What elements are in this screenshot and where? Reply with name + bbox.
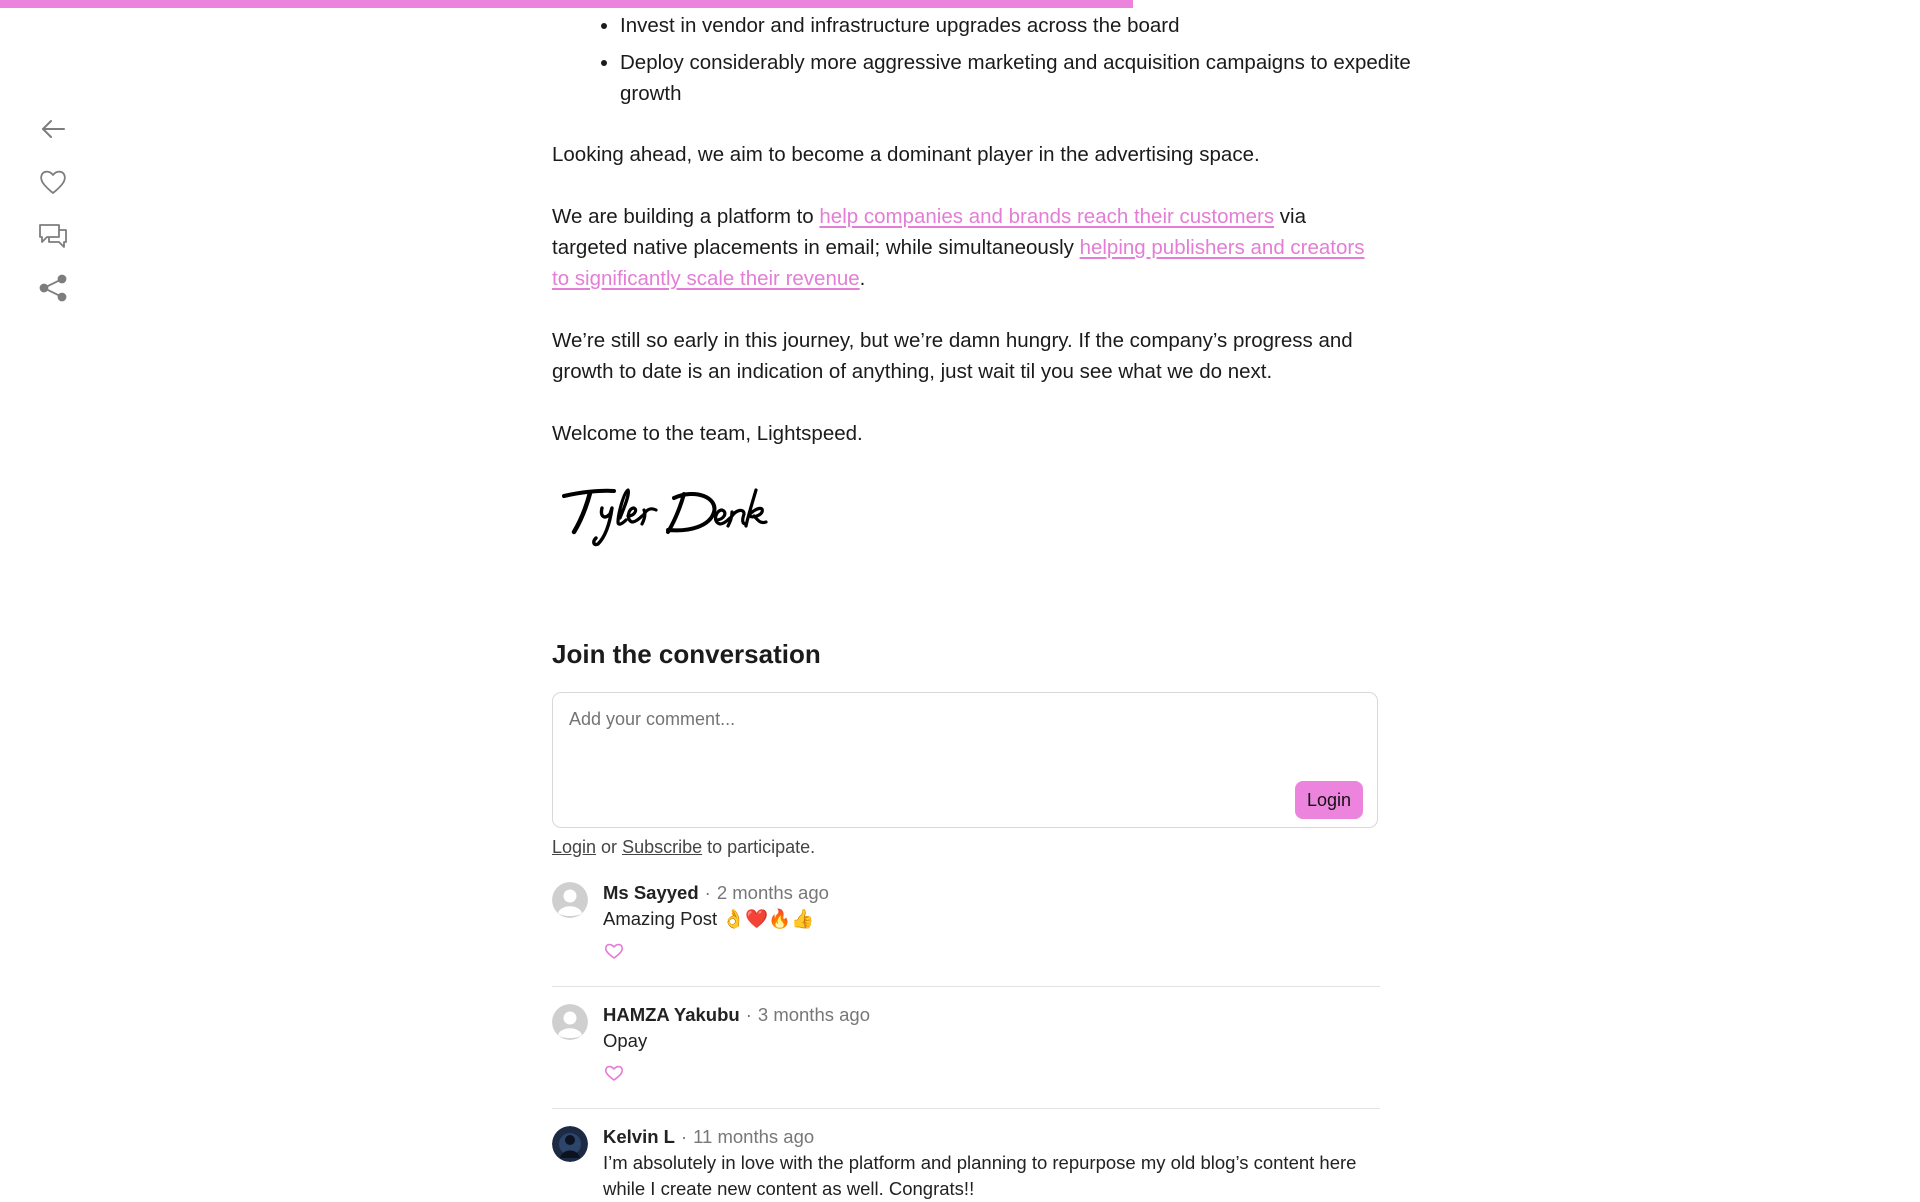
comments-button[interactable]: [36, 218, 70, 252]
list-item: • Deploy considerably more aggressive marketing and acquisition campaigns to expedite growth: [620, 47, 1448, 109]
comment-text: I’m absolutely in love with the platform and planning to repurpose my old blog’s content here while I create new content as well. Congrats!!: [603, 1152, 1357, 1199]
comment-input[interactable]: [567, 707, 1351, 771]
comment-header: [603, 1124, 814, 1150]
avatar: [552, 1126, 588, 1162]
publishers-link[interactable]: helping publishers and creators to significantly scale their revenue: [552, 236, 1365, 290]
heart-icon[interactable]: [603, 1062, 625, 1084]
comment-author: Ms Sayyed: [603, 882, 699, 903]
comment-author: HAMZA Yakubu: [603, 1004, 740, 1025]
comment-header: [603, 880, 829, 906]
divider: [552, 986, 1380, 987]
paragraph: [552, 201, 1380, 294]
comment-text: Opay: [603, 1030, 648, 1051]
avatar: [552, 882, 588, 918]
comment-time: 11 months ago: [693, 1126, 815, 1147]
left-action-rail: [36, 112, 70, 324]
comment-box: [552, 692, 1378, 828]
participate-text: or: [596, 837, 623, 857]
share-icon: [37, 272, 69, 304]
login-button[interactable]: Login: [1295, 781, 1363, 819]
comments-icon: [37, 219, 69, 251]
back-button[interactable]: [36, 112, 70, 146]
separator-dot: ·: [680, 1126, 688, 1147]
subscribe-link[interactable]: Subscribe: [622, 837, 703, 857]
paragraph: Looking ahead, we aim to become a dominant player in the advertising space.: [552, 143, 1260, 166]
default-avatar-icon: [552, 1004, 588, 1040]
paragraph-text: We are building a platform to: [552, 205, 820, 228]
separator-dot: ·: [745, 1004, 752, 1025]
paragraph-text: via targeted native placements in email; while simultaneously: [552, 205, 1306, 259]
share-button[interactable]: [36, 271, 70, 305]
list-item: • Invest in vendor and infrastructure upgrades across the board: [620, 10, 1448, 41]
companies-link[interactable]: help companies and brands reach their customers: [819, 205, 1275, 228]
heart-icon[interactable]: [603, 940, 625, 962]
login-link[interactable]: Login: [552, 837, 597, 857]
like-post-button[interactable]: [36, 165, 70, 199]
comment-header: [603, 1002, 870, 1028]
separator-dot: ·: [704, 882, 711, 903]
paragraph: We’re still so early in this journey, but we’re damn hungry. If the company’s progress and growth to date is an indication of anything, just wait til you see what we do next.: [552, 329, 1353, 383]
paragraph: Welcome to the team, Lightspeed.: [552, 422, 863, 445]
comment-time: 2 months ago: [716, 882, 829, 903]
reading-progress-bar: [0, 0, 1133, 8]
paragraph-text: .: [859, 267, 866, 290]
participate-note: [552, 834, 815, 860]
bullet-list: [552, 10, 1448, 115]
avatar: [552, 1004, 588, 1040]
comment-time: 3 months ago: [757, 1004, 870, 1025]
comment-text: Amazing Post 👌❤️🔥👍: [603, 908, 815, 929]
comment-author: Kelvin L: [603, 1126, 675, 1147]
user-photo-avatar: [552, 1126, 588, 1162]
back-arrow-icon: [37, 113, 69, 145]
heart-icon: [37, 166, 69, 198]
divider: [552, 1108, 1380, 1109]
default-avatar-icon: [552, 882, 588, 918]
participate-text: to participate.: [702, 837, 816, 857]
signature-image: [556, 480, 856, 550]
conversation-title: Join the conversation: [552, 639, 821, 669]
